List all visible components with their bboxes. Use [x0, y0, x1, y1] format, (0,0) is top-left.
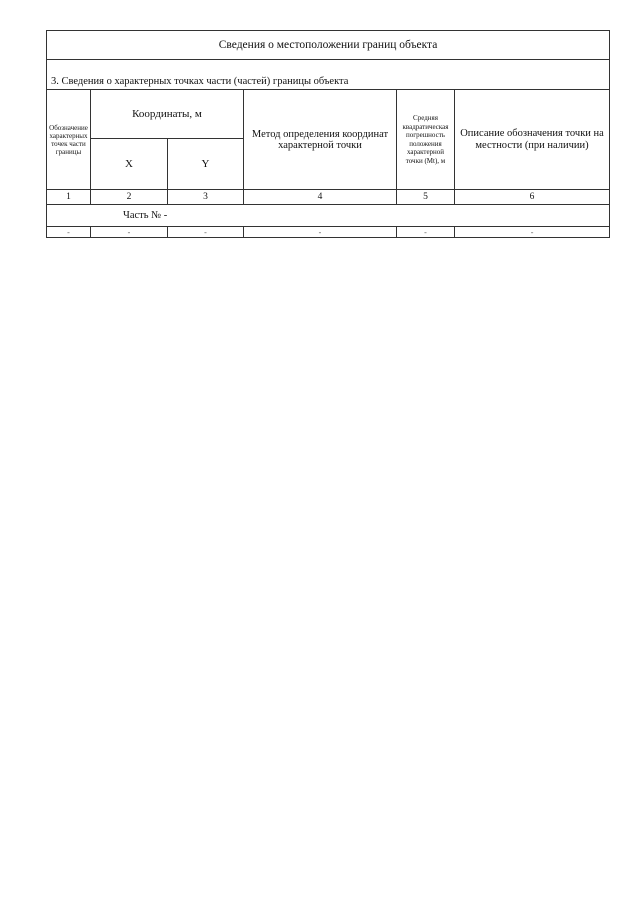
- column-number: 5: [397, 190, 455, 205]
- header-point-designation: Обозначение характерных точек части границы: [47, 90, 91, 190]
- header-y: Y: [168, 139, 244, 190]
- header-coordinates: Координаты, м: [91, 90, 244, 139]
- header-x: X: [91, 139, 168, 190]
- document-title: Сведения о местоположении границ объекта: [47, 31, 610, 60]
- column-number: 3: [168, 190, 244, 205]
- table-cell: -: [244, 227, 397, 238]
- table-cell: -: [47, 227, 91, 238]
- boundary-points-table: [46, 30, 610, 238]
- column-number: 1: [47, 190, 91, 205]
- table-cell: -: [455, 227, 610, 238]
- header-row-1: [47, 90, 610, 139]
- part-row: [47, 205, 610, 227]
- column-number: 6: [455, 190, 610, 205]
- section-row: [47, 60, 610, 90]
- table-cell: -: [91, 227, 168, 238]
- header-mean-error: Средняя квадратическая погрешность положения характерной точки (Mt), м: [397, 90, 455, 190]
- column-number-row: [47, 190, 610, 205]
- title-row: [47, 31, 610, 60]
- column-number: 2: [91, 190, 168, 205]
- document-sheet: [46, 30, 609, 238]
- table-cell: -: [168, 227, 244, 238]
- header-description: Описание обозначения точки на местности (при наличии): [455, 90, 610, 190]
- part-label: Часть № -: [47, 205, 610, 227]
- header-method: Метод определения координат характерной точки: [244, 90, 397, 190]
- column-number: 4: [244, 190, 397, 205]
- table-row: [47, 227, 610, 238]
- table-cell: -: [397, 227, 455, 238]
- section-title: 3. Сведения о характерных точках части (частей) границы объекта: [47, 60, 610, 90]
